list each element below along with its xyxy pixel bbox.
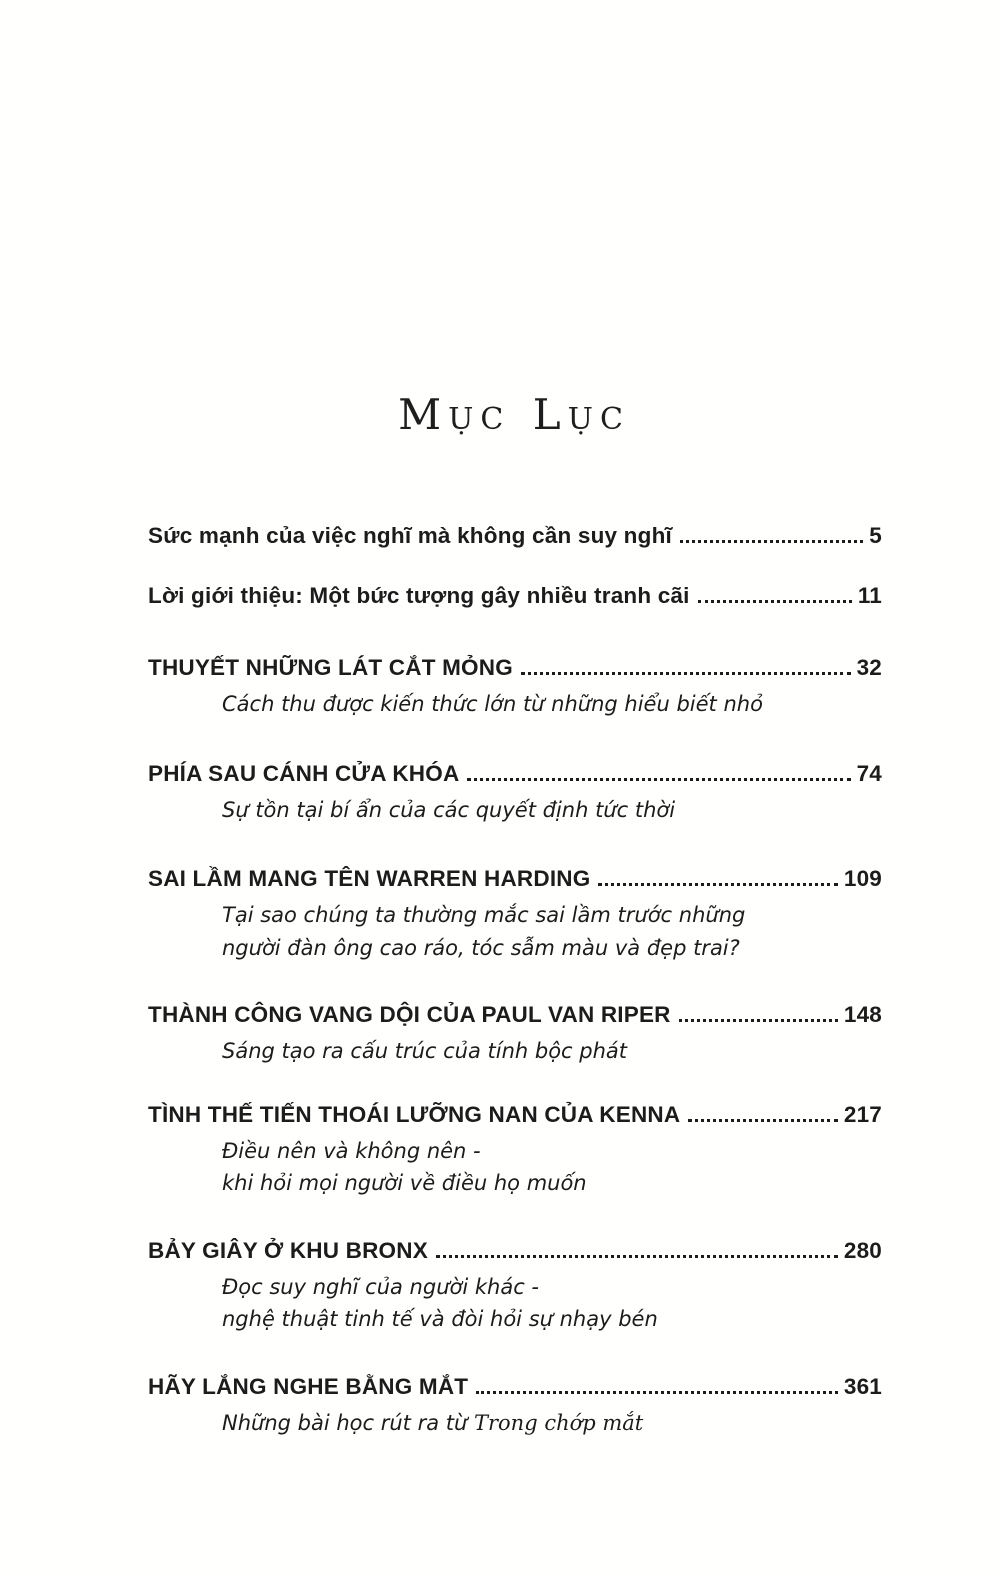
dot-leader	[467, 777, 850, 781]
toc-page-number: 74	[856, 760, 882, 786]
subtitle-line: Tại sao chúng ta thường mắc sai lầm trước những	[222, 903, 746, 927]
dot-leader	[598, 882, 837, 886]
toc-entry	[148, 653, 882, 721]
toc-entry-subtitle	[222, 899, 882, 964]
toc-entry	[148, 581, 882, 611]
dot-leader	[680, 539, 863, 543]
toc-entry	[148, 1236, 882, 1336]
toc-page-number: 361	[843, 1373, 882, 1399]
toc-page-number: 217	[843, 1101, 882, 1127]
toc-entry-subtitle	[222, 794, 882, 827]
referenced-book-title: Trong chớp mắt	[473, 1410, 644, 1435]
dot-leader	[688, 1118, 838, 1122]
toc-page-number: 5	[869, 523, 882, 548]
table-of-contents	[148, 521, 882, 1475]
toc-entry-title: Lời giới thiệu: Một bức tượng gây nhiều tranh cãi	[148, 583, 690, 608]
subtitle-line: khi hỏi mọi người về điều họ muốn	[222, 1171, 587, 1195]
toc-entry-row	[148, 653, 882, 683]
toc-entry-title: TÌNH THẾ TIẾN THOÁI LƯỠNG NAN CỦA KENNA	[148, 1101, 681, 1127]
toc-entry	[148, 759, 882, 827]
toc-page-number: 11	[857, 583, 882, 608]
title-word: LỤC	[532, 390, 630, 439]
toc-entry-row	[148, 759, 882, 789]
toc-entry-row	[148, 1000, 882, 1030]
toc-entry-title: HÃY LẮNG NGHE BẰNG MẮT	[148, 1373, 469, 1399]
subtitle-line: Sáng tạo ra cấu trúc của tính bộc phát	[222, 1039, 628, 1063]
dot-leader	[679, 1018, 838, 1022]
subtitle-line: Sự tồn tại bí ẩn của các quyết định tức thời	[222, 797, 676, 822]
toc-entry-row	[148, 1236, 882, 1266]
toc-entry-subtitle	[222, 688, 882, 721]
subtitle-text: Những bài học rút ra từ	[222, 1410, 474, 1435]
subtitle-line: nghệ thuật tinh tế và đòi hỏi sự nhạy bén	[222, 1307, 658, 1331]
subtitle-line: người đàn ông cao ráo, tóc sẫm màu và đẹp trai?	[222, 935, 740, 960]
page-title	[0, 390, 1000, 439]
toc-page-number: 148	[843, 1002, 882, 1027]
subtitle-line: Điều nên và không nên -	[222, 1138, 481, 1163]
toc-entry-subtitle	[222, 1271, 882, 1336]
toc-entry-row	[148, 1100, 882, 1130]
toc-entry-title: BẢY GIÂY Ở KHU BRONX	[148, 1237, 428, 1263]
toc-entry-title: THUYẾT NHỮNG LÁT CẮT MỎNG	[148, 655, 513, 680]
dot-leader	[476, 1390, 838, 1394]
toc-entry-subtitle	[222, 1407, 882, 1440]
toc-entry-row	[148, 521, 882, 551]
toc-entry-subtitle	[222, 1035, 882, 1068]
subtitle-line	[222, 1407, 882, 1440]
toc-entry-subtitle	[222, 1135, 882, 1200]
toc-entry-row	[148, 864, 882, 894]
toc-page-number: 109	[843, 866, 882, 891]
toc-entry-title: THÀNH CÔNG VANG DỘI CỦA PAUL VAN RIPER	[148, 1002, 671, 1027]
subtitle-line: Cách thu được kiến thức lớn từ những hiểu biết nhỏ	[222, 692, 763, 716]
toc-entry	[148, 521, 882, 551]
toc-entry-row	[148, 1372, 882, 1402]
dot-leader	[698, 599, 852, 603]
dot-leader	[521, 671, 851, 675]
subtitle-line: Đọc suy nghĩ của người khác -	[222, 1274, 539, 1299]
dot-leader	[436, 1254, 838, 1258]
toc-entry-title: PHÍA SAU CÁNH CỬA KHÓA	[148, 760, 460, 786]
toc-entry	[148, 1100, 882, 1200]
toc-entry	[148, 864, 882, 964]
toc-page-number: 32	[856, 655, 882, 680]
toc-entry-title: SAI LẦM MANG TÊN WARREN HARDING	[148, 866, 591, 891]
title-word: MỤC	[398, 390, 511, 439]
toc-entry	[148, 1000, 882, 1068]
toc-entry-row	[148, 581, 882, 611]
toc-entry	[148, 1372, 882, 1440]
toc-page-number: 280	[843, 1237, 882, 1263]
toc-entry-title: Sức mạnh của việc nghĩ mà không cần suy nghĩ	[148, 523, 672, 548]
